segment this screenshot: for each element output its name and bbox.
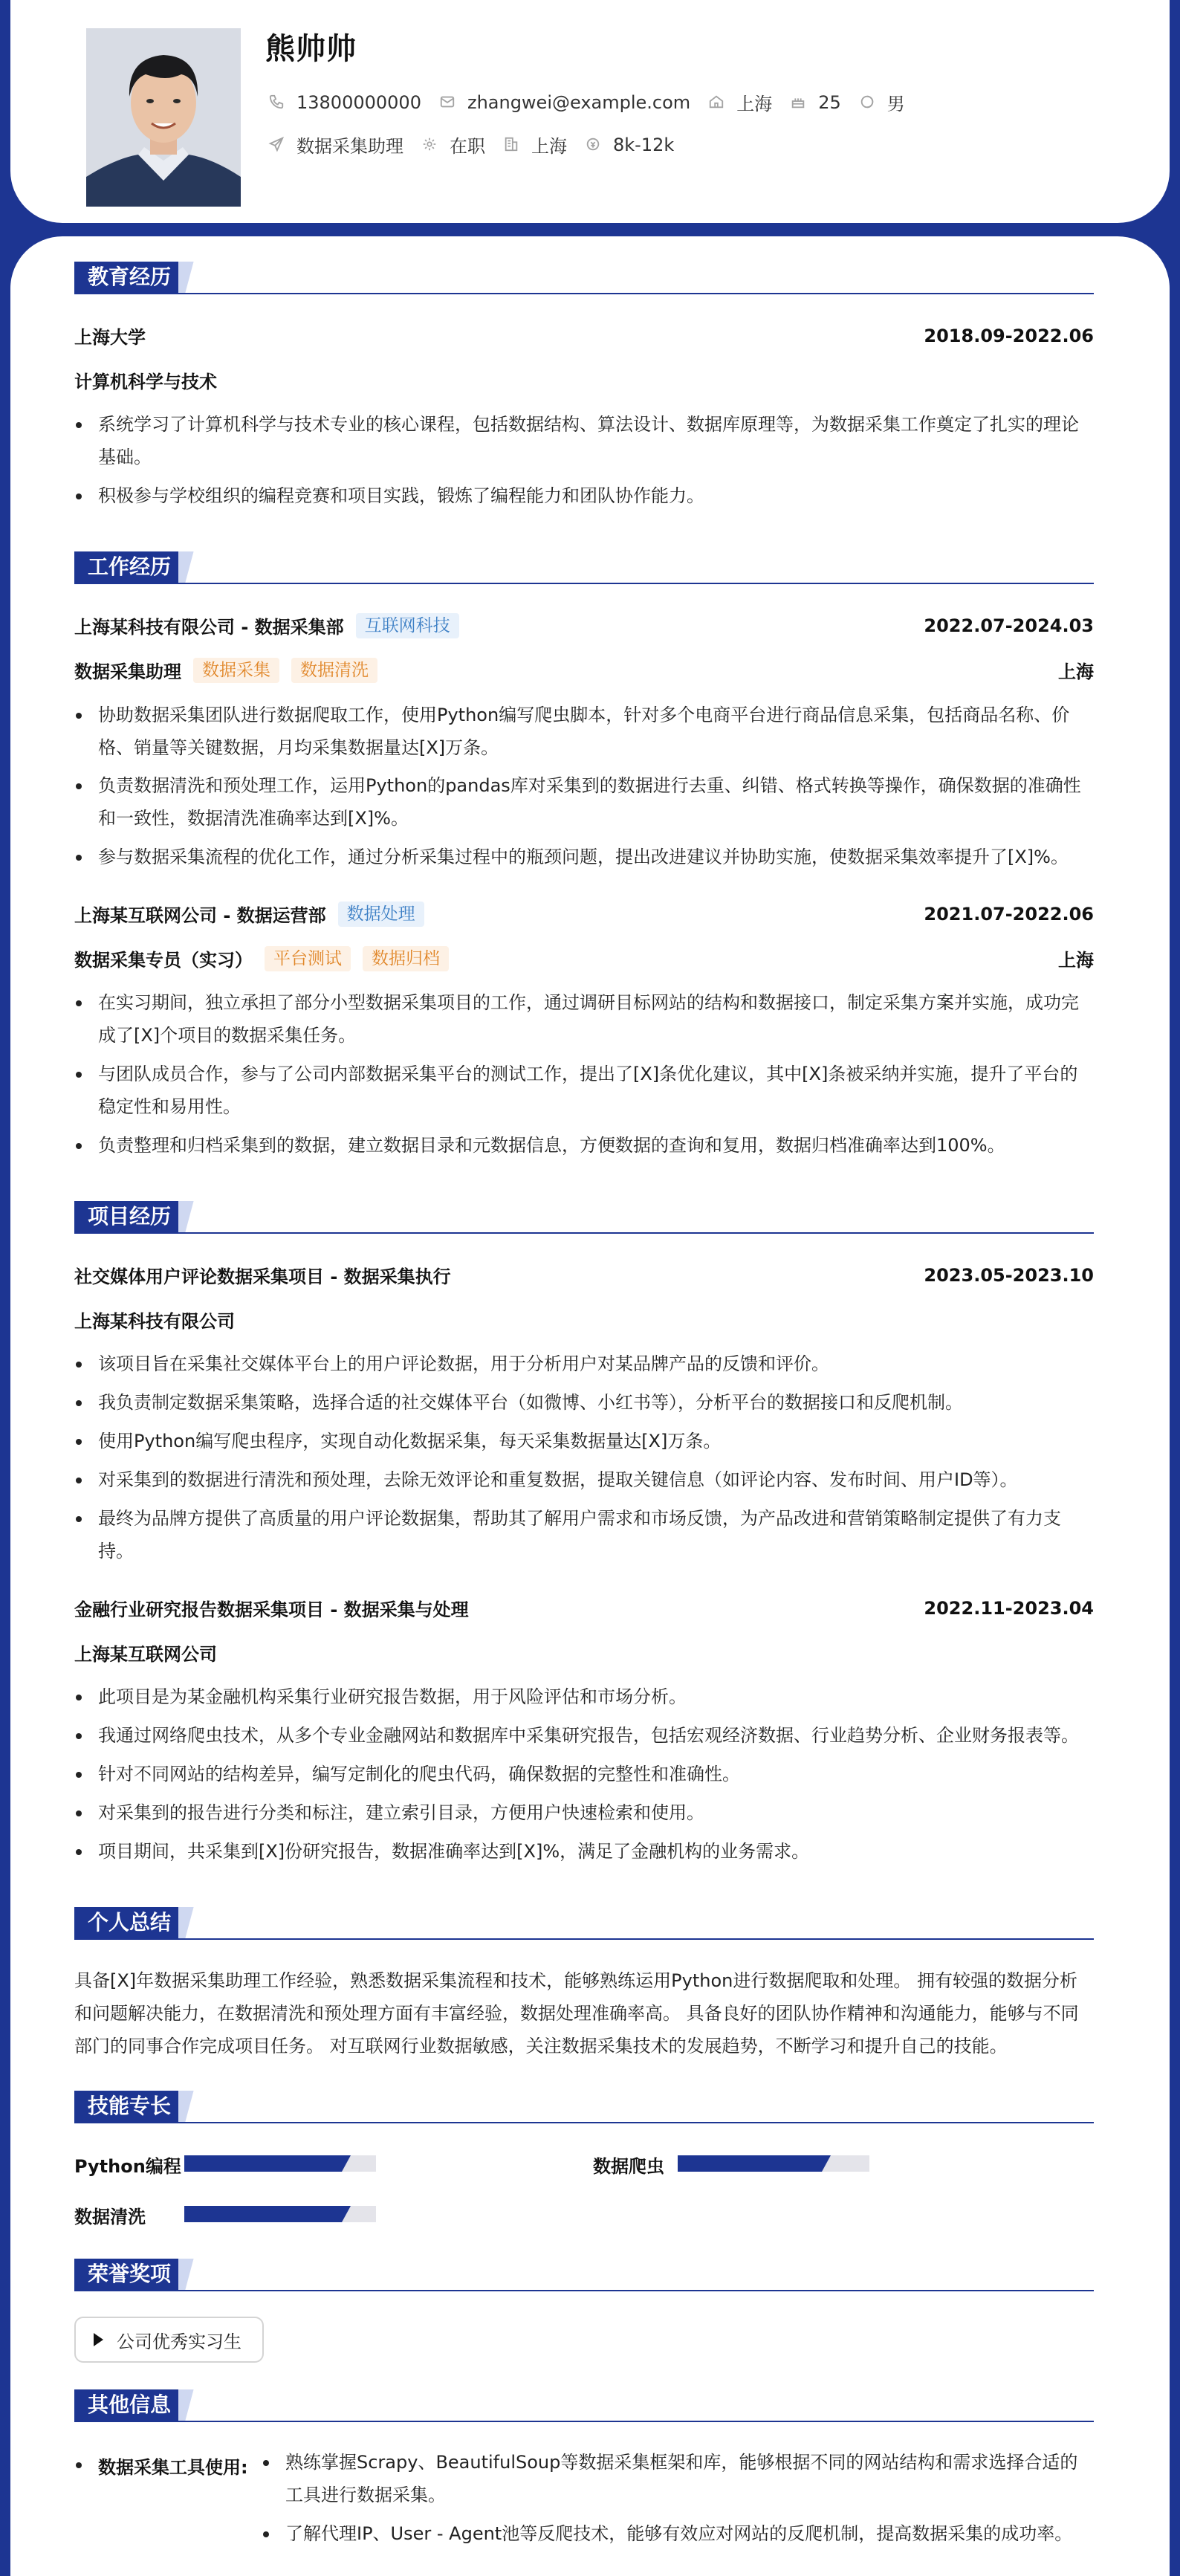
major-name: 计算机科学与技术: [74, 372, 217, 392]
building-icon: [503, 136, 521, 154]
work-0-bullet: 协助数据采集团队进行数据爬取工作，使用Python编写爬虫脚本，针对多个电商平台进行商品信息采集，包括商品名称、价格、销量等关键数据，月均采集数据量达[X]万条。: [74, 699, 1094, 764]
work-1-location: 上海: [1058, 950, 1094, 971]
summary-text: 具备[X]年数据采集助理工作经验，熟悉数据采集流程和技术，能够熟练运用Python进行数据爬取和处理。 拥有较强的数据分析和问题解决能力，在数据清洗和预处理方面有丰富经验，数据处理准确率高。 具备良好的团队协作精神和沟通能力，能够与不同部门的同事合作完成项目任务。 对互联网行业数据敏感，关注数据采集技术的发展趋势，不断学习和提升自己的技能。: [74, 1970, 1079, 2056]
send-icon: [268, 136, 286, 154]
gear-icon: [421, 136, 439, 154]
contact-row: [268, 89, 923, 115]
skill-bar: [184, 2206, 376, 2222]
gender-text: 男: [886, 94, 905, 114]
work-1-tag: 平台测试: [265, 946, 351, 971]
project-1-company: 上海某互联网公司: [74, 1644, 217, 1665]
project-1-header: [74, 1595, 1094, 1621]
section-education: [74, 262, 1094, 294]
project-1-bullet: 对采集到的报告进行分类和标注，建立索引目录，方便用户快速检索和使用。: [74, 1796, 1094, 1829]
email-text: zhangwei@example.com: [467, 91, 691, 113]
project-1-name: 金融行业研究报告数据采集项目 - 数据采集与处理: [74, 1599, 469, 1620]
salary-item: [585, 135, 674, 155]
project-0-company: 上海某科技有限公司: [74, 1311, 235, 1332]
work-0-bullet: 负责数据清洗和预处理工作，运用Python的pandas库对采集到的数据进行去重、纠错、格式转换等操作，确保数据的准确性和一致性，数据清洗准确率达到[X]%。: [74, 769, 1094, 835]
award-text: 公司优秀实习生: [117, 2331, 241, 2352]
profile-header: [10, 0, 1170, 223]
project-0-bullet: 该项目旨在采集社交媒体平台上的用户评论数据，用于分析用户对某品牌产品的反馈和评价。: [74, 1347, 1094, 1380]
project-0-bullet: 最终为品牌方提供了高质量的用户评论数据集，帮助其了解用户需求和市场反馈，为产品改进和营销策略制定提供了有力支持。: [74, 1502, 1094, 1567]
project-0-bullet: 对采集到的数据进行清洗和预处理，去除无效评论和重复数据，提取关键信息（如评论内容、发布时间、用户ID等）。: [74, 1463, 1094, 1496]
work-0-date: 2022.07-2024.03: [924, 615, 1094, 636]
gender-item: [859, 89, 905, 115]
project-1-company-row: [74, 1640, 1094, 1666]
section-education-title: 教育经历: [74, 262, 184, 293]
section-project-title: 项目经历: [74, 1201, 184, 1232]
skill-bar-fill: [678, 2155, 822, 2172]
skill-bar-fill: [184, 2155, 342, 2172]
job-intent-row: [268, 132, 692, 158]
work-1-position: 数据采集专员（实习）: [74, 950, 253, 971]
other-key: 数据采集工具使用:: [74, 2453, 248, 2479]
project-0-name: 社交媒体用户评论数据采集项目 - 数据采集执行: [74, 1266, 451, 1287]
education-date: 2018.09-2022.06: [924, 325, 1094, 346]
section-awards: [74, 2259, 1094, 2291]
email-item: [439, 92, 690, 113]
work-1-date: 2021.07-2022.06: [924, 903, 1094, 925]
phone-icon: [268, 94, 286, 111]
status-item: [421, 132, 485, 158]
education-bullet: 积极参与学校组织的编程竞赛和项目实践，锻炼了编程能力和团队协作能力。: [74, 479, 1094, 512]
skill-bar: [678, 2155, 869, 2172]
section-other-title: 其他信息: [74, 2389, 184, 2421]
salary-text: 8k-12k: [613, 134, 675, 155]
triangle-right-icon: [94, 2333, 103, 2346]
target-city-text: 上海: [531, 136, 567, 157]
target-city-item: [503, 132, 567, 158]
skill-name: 数据清洗: [74, 2207, 146, 2227]
school-name: 上海大学: [74, 327, 146, 348]
award-item: [74, 2317, 264, 2363]
profile-name: 熊帅帅: [265, 32, 357, 66]
section-awards-title: 荣誉奖项: [74, 2259, 184, 2290]
other-bullet: 了解代理IP、User - Agent池等反爬技术，能够有效应对网站的反爬机制，提高数据采集的成功率。: [262, 2517, 1094, 2550]
project-1-bullet: 我通过网络爬虫技术，从多个专业金融网站和数据库中采集研究报告，包括宏观经济数据、行业趋势分析、企业财务报表等。: [74, 1719, 1094, 1752]
section-project: [74, 1201, 1094, 1234]
other-bullet: 熟练掌握Scrapy、BeautifulSoup等数据采集框架和库，能够根据不同的网站结构和需求选择合适的工具进行数据采集。: [262, 2446, 1094, 2511]
work-0-tag: 数据清洗: [291, 658, 377, 683]
work-1-tag: 数据归档: [363, 946, 449, 971]
mail-icon: [439, 94, 457, 111]
city-item: [708, 89, 772, 115]
project-1-bullet: 此项目是为某金融机构采集行业研究报告数据，用于风险评估和市场分析。: [74, 1680, 1094, 1713]
education-major-row: [74, 367, 1094, 393]
avatar-portrait: [86, 28, 241, 207]
education-header: [74, 323, 1094, 349]
phone-text: 13800000000: [296, 91, 421, 113]
work-1-position-row: [74, 945, 1094, 971]
work-1-bullet: 负责整理和归档采集到的数据，建立数据目录和元数据信息，方便数据的查询和复用，数据归档准确率达到100%。: [74, 1129, 1094, 1162]
section-work-title: 工作经历: [74, 551, 184, 583]
status-text: 在职: [450, 136, 485, 157]
work-0-bullet: 参与数据采集流程的优化工作，通过分析采集过程中的瓶颈问题，提出改进建议并协助实施，使数据采集效率提升了[X]%。: [74, 841, 1094, 873]
avatar: [86, 28, 241, 207]
section-other: [74, 2389, 1094, 2422]
skill-name: Python编程: [74, 2156, 181, 2177]
target-job-item: [268, 132, 403, 158]
skill-name: 数据爬虫: [593, 2156, 664, 2177]
target-job-text: 数据采集助理: [296, 136, 403, 157]
project-1-bullet: 项目期间，共采集到[X]份研究报告，数据准确率达到[X]%，满足了金融机构的业务需求。: [74, 1835, 1094, 1868]
home-icon: [708, 94, 726, 111]
work-0-position-row: [74, 657, 1094, 683]
skill-bar: [184, 2155, 376, 2172]
work-1-bullet: 与团队成员合作，参与了公司内部数据采集平台的测试工作，提出了[X]条优化建议，其中[X]条被采纳并实施，提升了平台的稳定性和易用性。: [74, 1058, 1094, 1123]
project-0-date: 2023.05-2023.10: [924, 1264, 1094, 1286]
section-work: [74, 551, 1094, 584]
work-0-header: [74, 612, 1094, 638]
project-1-date: 2022.11-2023.04: [924, 1597, 1094, 1619]
city-text: 上海: [736, 94, 773, 114]
project-1-bullet: 针对不同网站的结构差异，编写定制化的爬虫代码，确保数据的完整性和准确性。: [74, 1758, 1094, 1790]
work-0-location: 上海: [1058, 661, 1094, 682]
project-0-bullet: 使用Python编写爬虫程序，实现自动化数据采集，每天采集数据量达[X]万条。: [74, 1425, 1094, 1457]
project-0-bullet: 我负责制定数据采集策略，选择合适的社交媒体平台（如微博、小红书等），分析平台的数据接口和反爬机制。: [74, 1386, 1094, 1419]
age-item: [790, 92, 841, 113]
work-0-industry-badge: 互联网科技: [356, 613, 459, 638]
education-bullet: 系统学习了计算机科学与技术专业的核心课程，包括数据结构、算法设计、数据库原理等，为数据采集工作奠定了扎实的理论基础。: [74, 408, 1094, 473]
work-0-company: 上海某科技有限公司 - 数据采集部: [74, 617, 344, 638]
work-1-bullet: 在实习期间，独立承担了部分小型数据采集项目的工作，通过调研目标网站的结构和数据接口，制定采集方案并实施，成功完成了[X]个项目的数据采集任务。: [74, 986, 1094, 1052]
section-summary-title: 个人总结: [74, 1907, 184, 1938]
project-0-header: [74, 1262, 1094, 1288]
section-skills: [74, 2091, 1094, 2123]
phone-item: [268, 92, 421, 113]
coin-icon: [585, 136, 603, 154]
work-1-header: [74, 901, 1094, 927]
section-summary: [74, 1907, 1094, 1940]
age-text: 25: [818, 91, 841, 113]
work-1-industry-badge: 数据处理: [338, 902, 424, 927]
work-1-company: 上海某互联网公司 - 数据运营部: [74, 905, 326, 926]
work-0-position: 数据采集助理: [74, 661, 181, 682]
project-0-company-row: [74, 1307, 1094, 1333]
gender-icon: [859, 94, 877, 111]
skill-bar-fill: [184, 2206, 342, 2222]
work-0-tag: 数据采集: [193, 658, 279, 683]
cake-icon: [790, 94, 808, 111]
section-skills-title: 技能专长: [74, 2091, 184, 2122]
